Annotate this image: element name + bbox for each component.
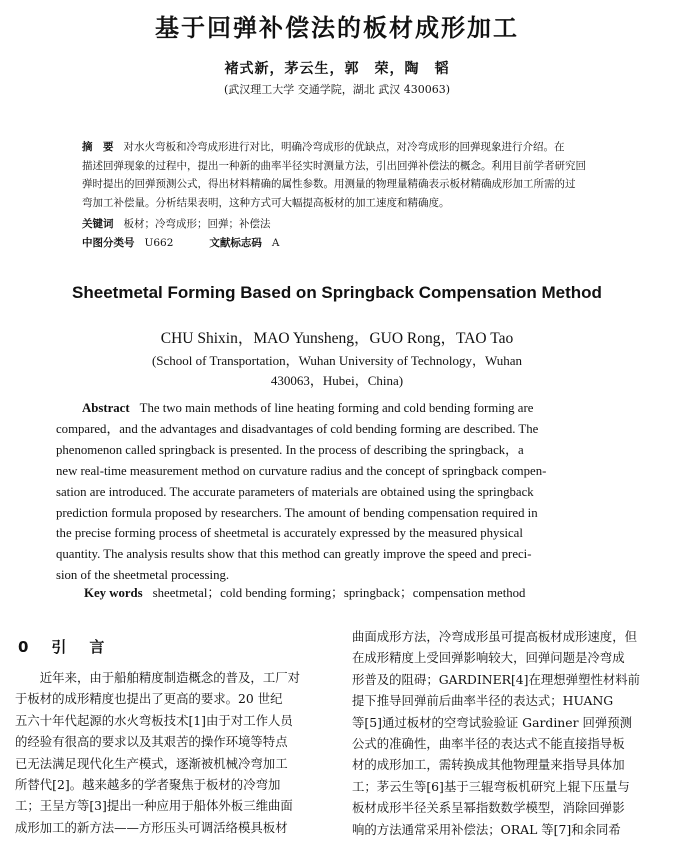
abstract-cn [82, 138, 622, 212]
abstract-cn-label: 摘 要 [82, 141, 114, 153]
body-line: 板材成形半径关系呈幂指数数学模型，消除回弹影 [352, 800, 625, 816]
body-line: 形普及的阻碍；GARDINER[4]在理想弹塑性材料前 [352, 671, 641, 687]
doc-code-value: A [271, 237, 280, 249]
abstract-cn-line: 摘 要 对水火弯板和冷弯成形进行对比，明确冷弯成形的优缺点，对冷弯成形的回弹现象进行介绍。在 [82, 141, 565, 153]
clc-label: 中图分类号 [82, 237, 135, 249]
keywords-en [84, 583, 624, 604]
paper-title-cn: 基于回弹补偿法的板材成形加工 [155, 14, 519, 42]
body-line: 近年来，由于船舶精度制造概念的普及，工厂对 [39, 670, 300, 685]
affiliation-en-line1: (School of Transportation，Wuhan University of Technology，Wuhan [151, 353, 523, 368]
abstract-en-line: quantity. The analysis results show that this method can greatly improve the speed and preci- [56, 547, 532, 562]
body-line: 工；茅云生等[6]基于三辊弯板机研究上辊下压量与 [352, 778, 630, 794]
keywords-cn [82, 215, 622, 234]
clc-value: U662 [144, 237, 174, 249]
abstract-en [56, 398, 622, 586]
body-line: 已无法满足现代化生产模式，逐渐被机械冷弯加工 [15, 755, 288, 771]
abstract-en-label: Abstract [82, 401, 130, 415]
body-line: 在成形精度上受回弹影响较大，回弹问题是冷弯成 [352, 650, 625, 666]
doc-code-label: 文献标志码 [209, 237, 262, 249]
authors-cn: 褚式新，茅云生，郭 荣，陶 韬 [224, 61, 450, 77]
affiliation-cn: (武汉理工大学 交通学院，湖北 武汉 430063) [223, 83, 451, 96]
body-line: 五六十年代起源的水火弯板技术[1]由于对工作人员 [15, 712, 293, 728]
abstract-en-line: prediction formula proposed by researchers. The amount of bending compensation required in [56, 505, 538, 520]
abstract-cn-line: 描述回弹现象的过程中，提出一种新的曲率半径实时测量方法，引出回弹补偿法的概念。利用目前学者研究回 [82, 159, 586, 172]
body-line: 材的成形加工，需转换成其他物理量来指导具体加 [352, 757, 625, 773]
paper-title-en: Sheetmetal Forming Based on Springback Compensation Method [72, 283, 602, 302]
abstract-en-line: sation are introduced. The accurate parameters of materials are obtained using the springback [56, 484, 534, 499]
body-line: 等[5]通过板材的空弯试验验证 Gardiner 回弹预测 [352, 714, 633, 730]
body-line: 提下推导回弹前后曲率半径的表达式；HUANG [352, 693, 614, 709]
body-column-right [352, 626, 664, 840]
abstract-cn-line: 弯加工补偿量。分析结果表明，这种方式可大幅提高板材的加工速度和精确度。 [82, 196, 450, 209]
classification-row [82, 234, 622, 253]
abstract-en-line: Abstract The two main methods of line heating forming and cold bending forming are [82, 401, 534, 415]
affiliation-en-line2: 430063，Hubei，China) [270, 373, 404, 388]
section-heading: 0 引 言 [18, 638, 109, 656]
abstract-en-line: compared，and the advantages and disadvantages of cold bending forming are described. The [56, 421, 539, 436]
abstract-en-line: sion of the sheetmetal processing. [56, 568, 230, 583]
keywords-cn-value: 板材；冷弯成形；回弹；补偿法 [123, 218, 271, 230]
authors-en: CHU Shixin，MAO Yunsheng，GUO Rong，TAO Tao [160, 330, 514, 347]
abstract-en-line: new real-time measurement method on curvature radius and the concept of springback compen- [56, 463, 547, 478]
body-line: 公式的准确性，曲率半径的表达式不能直接指导板 [352, 736, 625, 752]
keywords-en-label: Key words [84, 586, 143, 600]
body-column-left [15, 667, 327, 838]
body-line: 于板材的成形精度也提出了更高的要求。20 世纪 [15, 691, 283, 707]
abstract-cn-line: 弹时提出的回弹预测公式，得出材料精确的属性参数。用测量的物理量精确表示板材精确成形加工所需的过 [82, 178, 576, 190]
abstract-en-line: the precise forming process of sheetmetal is accurately expressed by the measured physical [56, 526, 523, 541]
keywords-en-value: sheetmetal；cold bending forming；springback；compensation method [152, 586, 526, 600]
body-line: 工；王呈方等[3]提出一种应用于船体外板三维曲面 [15, 798, 293, 814]
body-line: 的经验有很高的要求以及其艰苦的操作环境等特点 [15, 734, 288, 750]
body-line: 所替代[2]。越来越多的学者聚焦于板材的冷弯加 [15, 777, 281, 793]
body-line: 成形加工的新方法——方形压头可调活络模具板材 [15, 819, 288, 835]
keywords-cn-label: 关键词 [82, 218, 114, 230]
abstract-en-line: phenomenon called springback is presented. In the process of describing the springback，a [56, 442, 524, 457]
body-line: 响的方法通常采用补偿法；ORAL 等[7]和余同希 [352, 821, 621, 837]
body-line: 曲面成形方法，冷弯成形虽可提高板材成形速度，但 [352, 629, 637, 644]
